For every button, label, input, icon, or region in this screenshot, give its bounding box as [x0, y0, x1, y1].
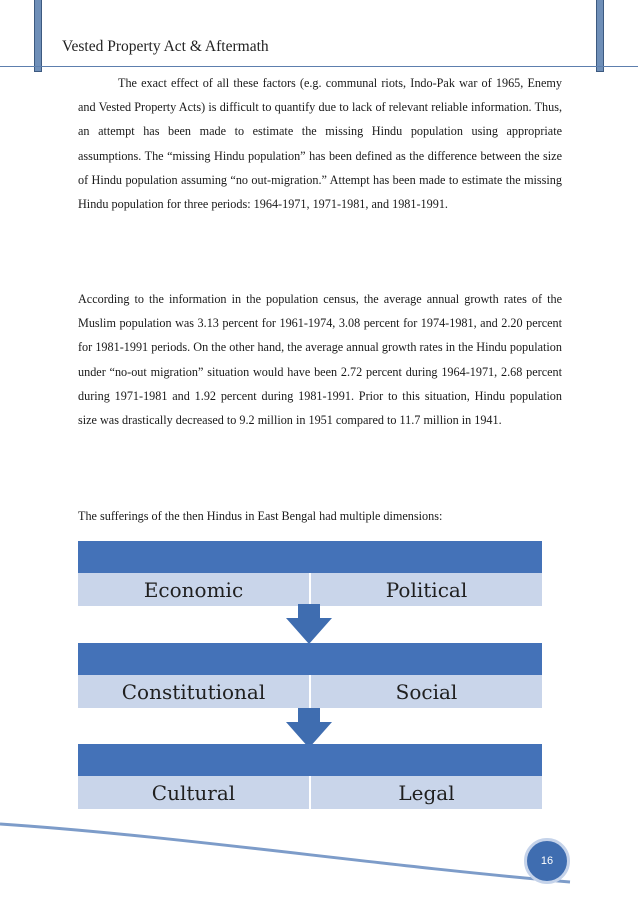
diagram-band-3 — [78, 744, 542, 776]
diagram-row-2 — [78, 675, 542, 708]
diagram-cell-political: Political — [309, 573, 542, 606]
diagram-band-2 — [78, 643, 542, 675]
header-right-bar — [596, 0, 604, 72]
diagram-cell-cultural: Cultural — [151, 780, 236, 805]
diagram-cell-legal: Legal — [309, 776, 542, 809]
diagram-row-1 — [78, 573, 542, 606]
page-number: 16 — [540, 855, 554, 867]
diagram-cell-social: Social — [309, 675, 542, 708]
paragraph-missing-population: The exact effect of all these factors (e.g. communal riots, Indo-Pak war of 1965, Enemy and Vested Property Acts) is difficult to quantify due to lack of relevant reliable information. Thus, an attempt has been made to estimate the missing Hindu population using appropriate assumptions. The “missing Hindu population” has been defined as the difference between the size of Hindu population assuming “no out-migration.” Attempt has been made to estimate the missing Hindu population for three periods: 1964-1971, 1971-1981, and 1981-1991. — [78, 76, 562, 212]
header-left-bar — [34, 0, 42, 72]
diagram-cell-constitutional: Constitutional — [121, 679, 266, 704]
down-arrow-icon — [286, 708, 332, 748]
paragraph-sufferings-intro: The sufferings of the then Hindus in East Bengal had multiple dimensions: — [78, 509, 443, 523]
diagram-row-3 — [78, 776, 542, 809]
page-number-badge — [524, 838, 570, 884]
diagram-cell-economic: Economic — [143, 577, 244, 602]
running-header-title: Vested Property Act & Aftermath — [62, 38, 269, 55]
header-rule — [0, 66, 638, 67]
paragraph-growth-rates: According to the information in the population census, the average annual growth rates of the Muslim population was 3.13 percent for 1961-1974, 3.08 percent for 1974-1981, and 2.20 percent for 1981-1991 periods. On the other hand, the average annual growth rates in the Hindu population under “no-out migration” situation would have been 2.72 percent during 1964-1971, 2.68 percent during 1971-1981 and 1.92 percent during 1981-1991. Prior to this situation, Hindu population size was drastically decreased to 9.2 million in 1951 compared to 11.7 million in 1941. — [78, 292, 562, 428]
down-arrow-icon — [286, 604, 332, 644]
diagram-band-1 — [78, 541, 542, 573]
